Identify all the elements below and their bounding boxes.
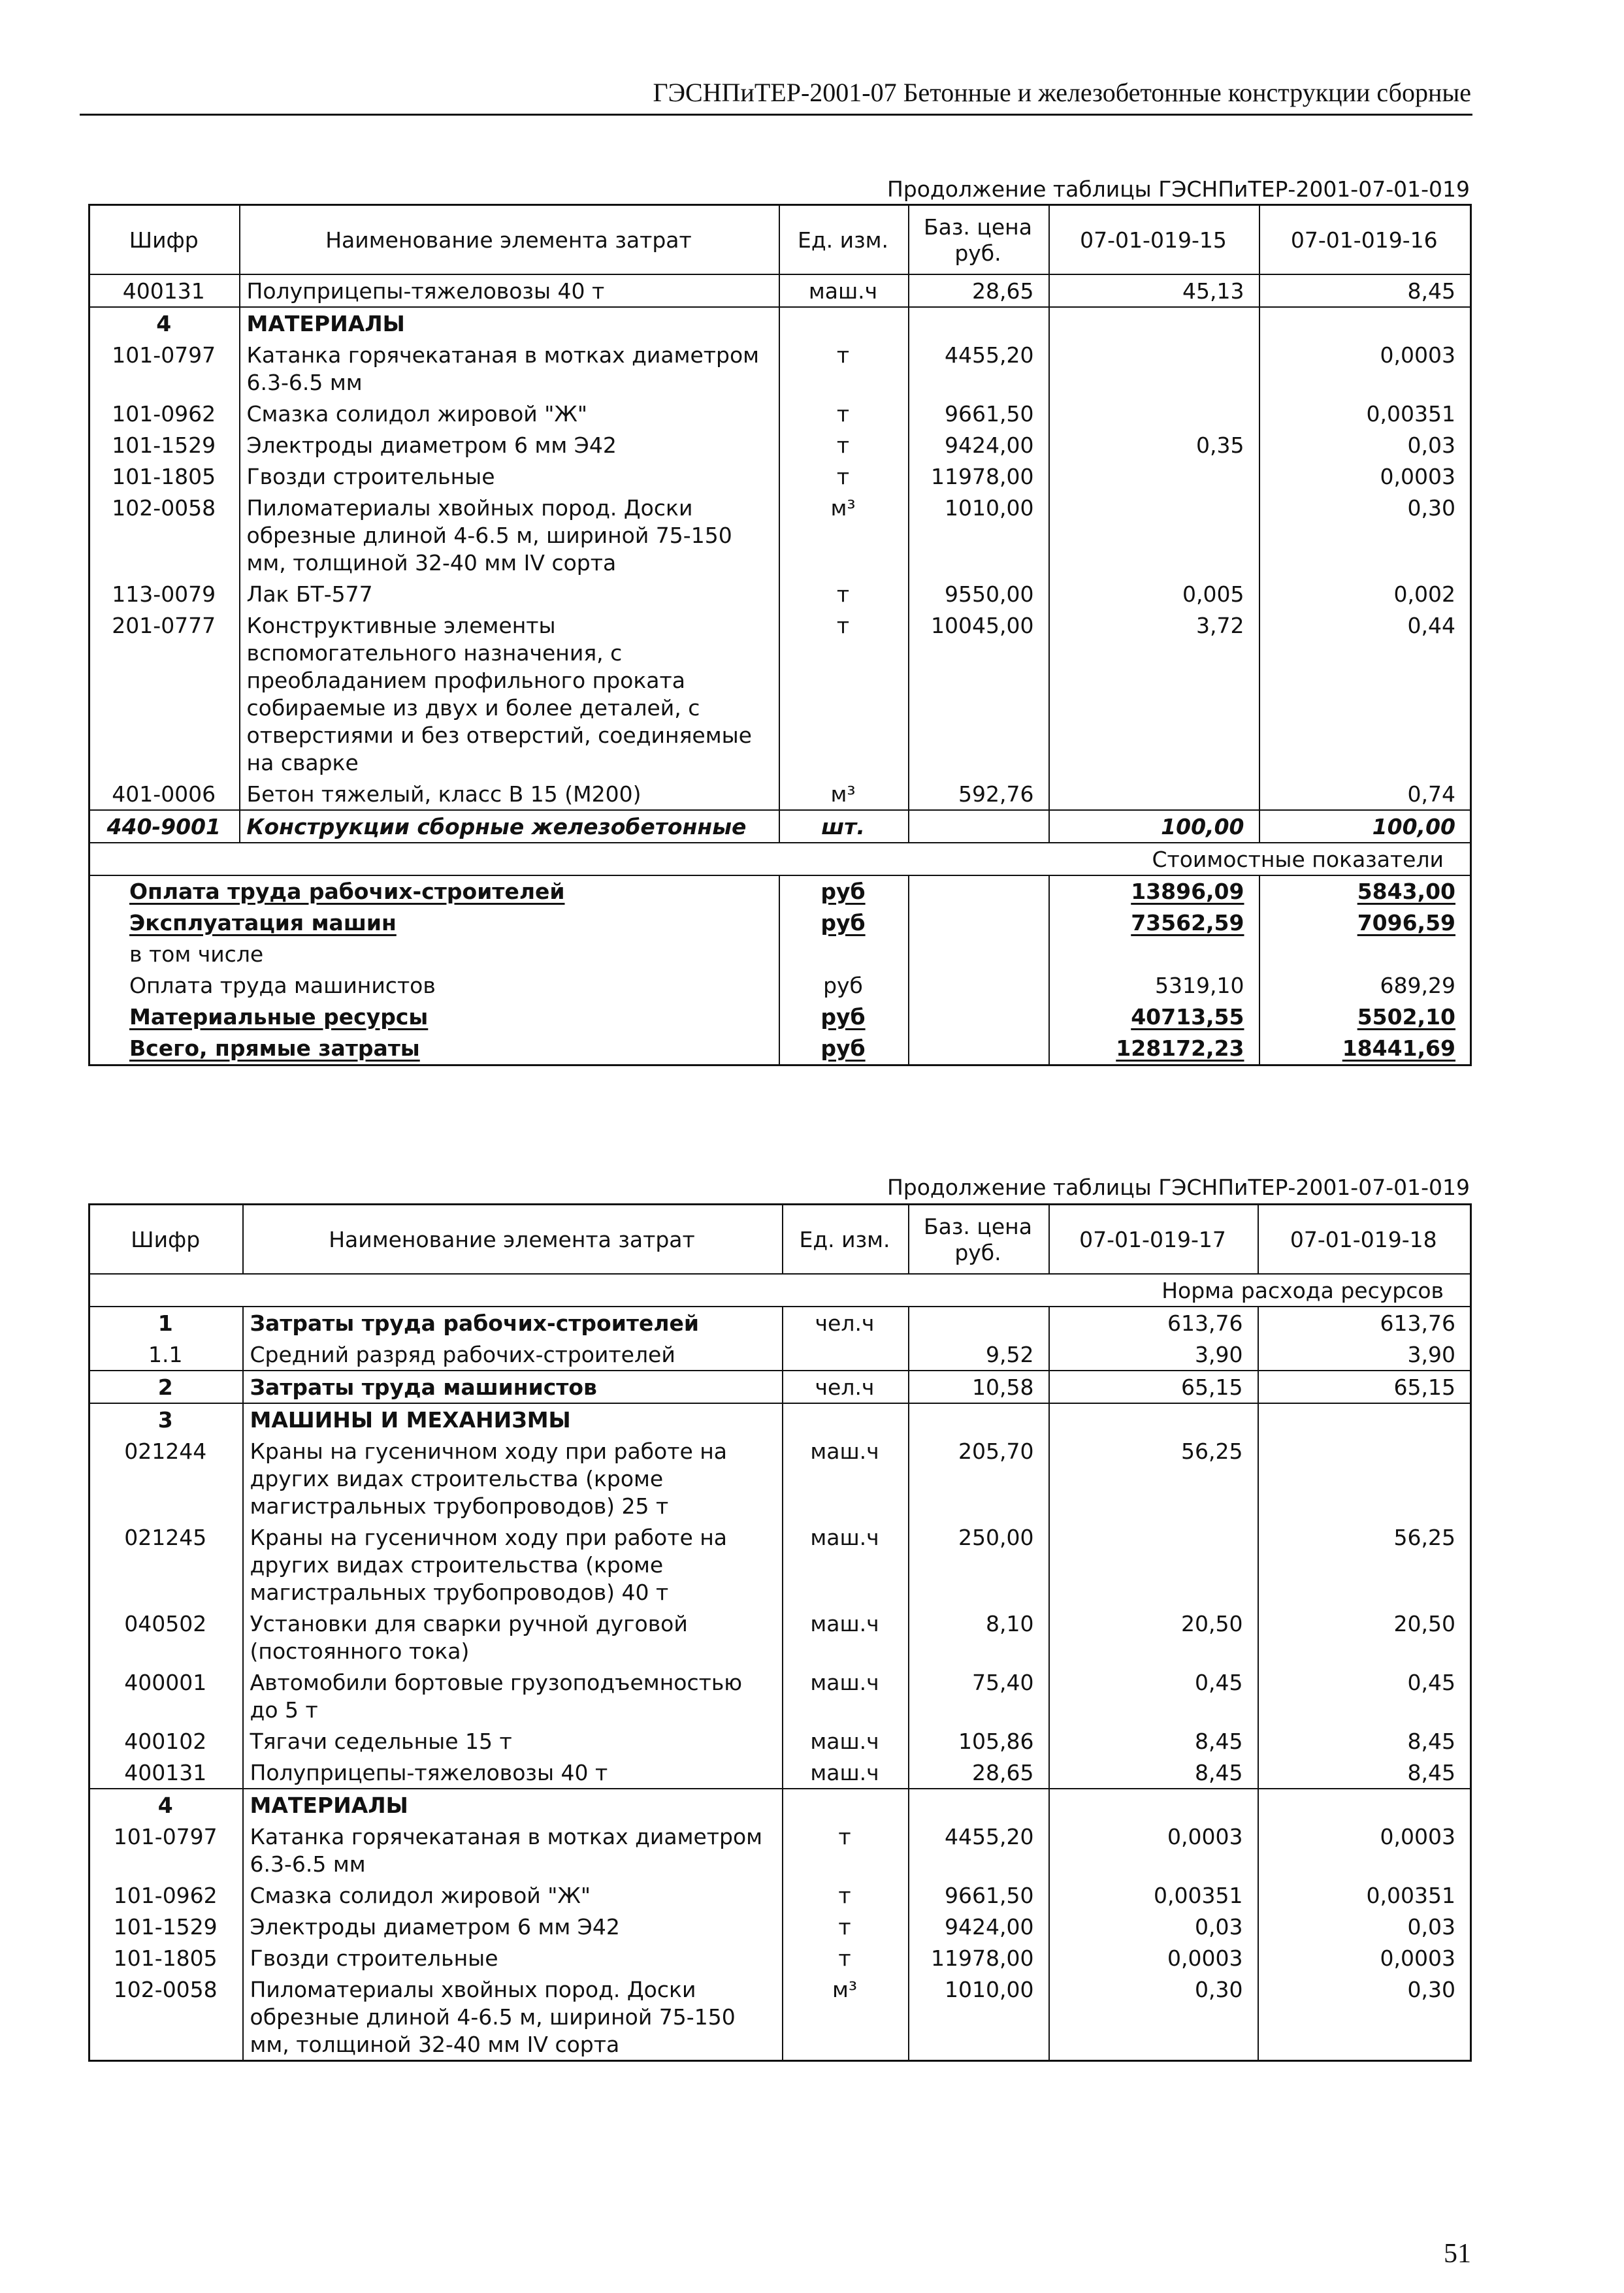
- col-header-norm-a: 07-01-019-15: [1049, 205, 1259, 274]
- row-price: 4455,20: [909, 339, 1049, 398]
- row-price: 205,70: [909, 1435, 1049, 1521]
- table-row: [89, 1789, 1471, 1821]
- row-name: Бетон тяжелый, класс В 15 (М200): [240, 778, 779, 810]
- row-norm-a: [1049, 492, 1259, 578]
- row-price: 10,58: [909, 1371, 1049, 1403]
- table-row: [89, 1435, 1471, 1521]
- row-norm-a: [1049, 1789, 1258, 1821]
- row-unit: маш.ч: [779, 274, 909, 307]
- cost-value-b: 5502,10: [1259, 1001, 1471, 1033]
- row-norm-b: 56,25: [1258, 1521, 1471, 1608]
- row-code: 2: [89, 1371, 243, 1403]
- row-norm-b: 0,0003: [1259, 339, 1471, 398]
- cost-price-empty: [909, 1033, 1049, 1065]
- row-unit: маш.ч: [783, 1725, 909, 1757]
- row-code: 1: [89, 1307, 243, 1339]
- row-norm-a: [1049, 398, 1259, 429]
- header-rule: [80, 114, 1472, 116]
- row-unit: т: [783, 1942, 909, 1974]
- table-row: [89, 1911, 1471, 1942]
- cost-value-a: 128172,23: [1049, 1033, 1259, 1065]
- row-name: МАТЕРИАЛЫ: [243, 1789, 783, 1821]
- cost-price-empty: [909, 907, 1049, 939]
- cost-label: Всего, прямые затраты: [129, 1035, 420, 1061]
- row-norm-b: 613,76: [1258, 1307, 1471, 1339]
- row-name: Тягачи седельные 15 т: [243, 1725, 783, 1757]
- row-unit: чел.ч: [783, 1371, 909, 1403]
- row-name: Средний разряд рабочих-строителей: [243, 1339, 783, 1371]
- table-row: [89, 461, 1471, 492]
- table-row: [89, 778, 1471, 810]
- row-price: 4455,20: [909, 1821, 1049, 1879]
- row-norm-a: 0,30: [1049, 1974, 1258, 2061]
- row-unit: маш.ч: [783, 1667, 909, 1725]
- row-unit: маш.ч: [783, 1521, 909, 1608]
- row-norm-b: 8,45: [1258, 1757, 1471, 1789]
- row-norm-a: 100,00: [1049, 810, 1259, 843]
- cost-row: [89, 939, 1471, 970]
- row-code: 4: [89, 307, 240, 339]
- row-unit: т: [779, 429, 909, 461]
- row-name: Смазка солидол жировой "Ж": [240, 398, 779, 429]
- cost-price-empty: [909, 1001, 1049, 1033]
- row-name: Гвозди строительные: [240, 461, 779, 492]
- cost-unit: руб: [779, 1001, 909, 1033]
- row-price: 1010,00: [909, 1974, 1049, 2061]
- row-unit: маш.ч: [783, 1608, 909, 1667]
- row-price: 28,65: [909, 1757, 1049, 1789]
- row-name: Краны на гусеничном ходу при работе на других видах строительства (кроме магистральных трубопроводов) 40 т: [243, 1521, 783, 1608]
- table-row: [89, 1521, 1471, 1608]
- row-name: Лак БТ-577: [240, 578, 779, 610]
- row-norm-b: 0,0003: [1259, 461, 1471, 492]
- row-price: 1010,00: [909, 492, 1049, 578]
- table1-body: [89, 274, 1471, 843]
- row-norm-a: [1049, 307, 1259, 339]
- row-norm-a: 8,45: [1049, 1757, 1258, 1789]
- table1-caption: Продолжение таблицы ГЭСНПиТЕР-2001-07-01-019: [886, 176, 1470, 202]
- row-price: 10045,00: [909, 610, 1049, 778]
- row-norm-b: 8,45: [1258, 1725, 1471, 1757]
- row-code: 400131: [124, 1759, 207, 1785]
- col-header-code: Шифр: [89, 205, 240, 274]
- cost-value-b: 5843,00: [1259, 875, 1471, 907]
- row-price: 592,76: [909, 778, 1049, 810]
- row-norm-a: 0,0003: [1049, 1821, 1258, 1879]
- row-norm-a: [1049, 778, 1259, 810]
- row-name: Краны на гусеничном ходу при работе на других видах строительства (кроме магистральных трубопроводов) 25 т: [243, 1435, 783, 1521]
- col-header-code: Шифр: [89, 1205, 243, 1274]
- row-code: 101-1805: [112, 463, 216, 489]
- row-unit: т: [779, 398, 909, 429]
- row-norm-b: [1258, 1403, 1471, 1435]
- table-row: [89, 339, 1471, 398]
- row-norm-a: 20,50: [1049, 1608, 1258, 1667]
- row-norm-a: [1049, 1521, 1258, 1608]
- row-norm-b: 0,0003: [1258, 1942, 1471, 1974]
- row-unit: т: [783, 1879, 909, 1911]
- row-price: [909, 1403, 1049, 1435]
- row-name: Затраты труда рабочих-строителей: [243, 1307, 783, 1339]
- table1-header-row: [89, 205, 1471, 274]
- table-row: [89, 578, 1471, 610]
- row-norm-a: [1049, 461, 1259, 492]
- row-norm-b: 0,44: [1259, 610, 1471, 778]
- row-norm-a: [1049, 1403, 1258, 1435]
- table-row: [89, 274, 1471, 307]
- row-price: 9424,00: [909, 1911, 1049, 1942]
- table-row: [89, 1879, 1471, 1911]
- cost-value-a: 13896,09: [1049, 875, 1259, 907]
- cost-value-b: [1259, 939, 1471, 970]
- row-norm-b: 0,00351: [1259, 398, 1471, 429]
- table2: [88, 1203, 1472, 2062]
- table1: [88, 204, 1472, 1066]
- row-code: 401-0006: [112, 781, 216, 807]
- cost-row: [89, 970, 1471, 1001]
- col-header-name: Наименование элемента затрат: [240, 205, 779, 274]
- row-unit: т: [779, 461, 909, 492]
- col-header-price: Баз. цена руб.: [909, 1205, 1049, 1274]
- cost-row: [89, 875, 1471, 907]
- table-row: [89, 398, 1471, 429]
- cost-label: Оплата труда машинистов: [129, 972, 436, 998]
- row-name: Установки для сварки ручной дуговой (постоянного тока): [243, 1608, 783, 1667]
- row-norm-a: 56,25: [1049, 1435, 1258, 1521]
- row-unit: [783, 1339, 909, 1371]
- row-code: 101-0797: [112, 342, 216, 368]
- row-name: Электроды диаметром 6 мм Э42: [243, 1911, 783, 1942]
- running-header: ГЭСНПиТЕР-2001-07 Бетонные и железобетонные конструкции сборные: [653, 78, 1471, 107]
- cost-value-a: 5319,10: [1049, 970, 1259, 1001]
- row-name: Конструктивные элементы вспомогательного назначения, с преобладанием профильного проката собираемые из двух и более деталей, с отверстиями и без отверстий, соединяемые на сварке: [240, 610, 779, 778]
- cost-unit: руб: [779, 1033, 909, 1065]
- table2-header-row: [89, 1205, 1471, 1274]
- row-norm-a: 0,35: [1049, 429, 1259, 461]
- row-norm-b: 20,50: [1258, 1608, 1471, 1667]
- row-unit: чел.ч: [783, 1307, 909, 1339]
- row-norm-b: [1258, 1435, 1471, 1521]
- cost-value-a: [1049, 939, 1259, 970]
- table-row: [89, 1403, 1471, 1435]
- row-code: 101-1805: [113, 1945, 218, 1971]
- row-code: 101-0962: [112, 400, 216, 427]
- table-row: [89, 1725, 1471, 1757]
- row-norm-a: 0,00351: [1049, 1879, 1258, 1911]
- row-code: 040502: [124, 1610, 207, 1636]
- row-unit: м³: [779, 492, 909, 578]
- row-norm-b: 8,45: [1259, 274, 1471, 307]
- table-row: [89, 307, 1471, 339]
- row-code: 101-1529: [113, 1913, 218, 1940]
- cost-row: [89, 1033, 1471, 1065]
- row-unit: [779, 307, 909, 339]
- table-row: [89, 1371, 1471, 1403]
- cost-price-empty: [909, 875, 1049, 907]
- cost-value-a: 40713,55: [1049, 1001, 1259, 1033]
- row-name: МАТЕРИАЛЫ: [240, 307, 779, 339]
- row-unit: [783, 1789, 909, 1821]
- table-row: [89, 1821, 1471, 1879]
- row-code: 102-0058: [112, 495, 216, 521]
- row-norm-a: 0,03: [1049, 1911, 1258, 1942]
- cost-value-b: 689,29: [1259, 970, 1471, 1001]
- table-row: [89, 1608, 1471, 1667]
- row-code: 440-9001: [89, 810, 240, 843]
- row-norm-a: 45,13: [1049, 274, 1259, 307]
- cost-label: в том числе: [129, 941, 264, 967]
- cost-value-b: 18441,69: [1259, 1033, 1471, 1065]
- row-norm-a: 0,0003: [1049, 1942, 1258, 1974]
- row-unit: т: [779, 578, 909, 610]
- row-code: 1.1: [148, 1341, 183, 1367]
- table-row: [89, 810, 1471, 843]
- row-norm-b: [1259, 307, 1471, 339]
- row-norm-b: 0,30: [1258, 1974, 1471, 2061]
- row-norm-a: 613,76: [1049, 1307, 1258, 1339]
- row-norm-a: 3,90: [1049, 1339, 1258, 1371]
- row-name: Полуприцепы-тяжеловозы 40 т: [243, 1757, 783, 1789]
- row-price: 9424,00: [909, 429, 1049, 461]
- table-row: [89, 1757, 1471, 1789]
- row-code: 201-0777: [112, 612, 216, 638]
- row-price: [909, 1307, 1049, 1339]
- row-name: Гвозди строительные: [243, 1942, 783, 1974]
- row-price: [909, 810, 1049, 843]
- row-unit: т: [779, 610, 909, 778]
- row-price: 11978,00: [909, 461, 1049, 492]
- row-norm-b: 100,00: [1259, 810, 1471, 843]
- cost-heading: Стоимостные показатели: [89, 843, 1471, 875]
- row-price: 11978,00: [909, 1942, 1049, 1974]
- row-code: 4: [89, 1789, 243, 1821]
- cost-unit: руб: [779, 875, 909, 907]
- row-norm-b: 0,0003: [1258, 1821, 1471, 1879]
- row-unit: маш.ч: [783, 1757, 909, 1789]
- cost-row: [89, 907, 1471, 939]
- row-unit: т: [779, 339, 909, 398]
- row-norm-a: 0,005: [1049, 578, 1259, 610]
- row-norm-b: 0,30: [1259, 492, 1471, 578]
- cost-label: Эксплуатация машин: [129, 909, 397, 935]
- row-norm-b: 3,90: [1258, 1339, 1471, 1371]
- row-price: 250,00: [909, 1521, 1049, 1608]
- page-number: 51: [1444, 2239, 1471, 2269]
- row-name: Автомобили бортовые грузоподъемностью до 5 т: [243, 1667, 783, 1725]
- cost-label: Материальные ресурсы: [129, 1003, 429, 1030]
- row-price: 75,40: [909, 1667, 1049, 1725]
- cost-unit: [779, 939, 909, 970]
- row-norm-a: 8,45: [1049, 1725, 1258, 1757]
- table-row: [89, 610, 1471, 778]
- row-code: 021244: [124, 1438, 207, 1464]
- cost-unit: руб: [779, 970, 909, 1001]
- row-price: 28,65: [909, 274, 1049, 307]
- row-unit: м³: [783, 1974, 909, 2061]
- cost-row: [89, 1001, 1471, 1033]
- table-row: [89, 429, 1471, 461]
- row-code: 400102: [124, 1728, 207, 1754]
- row-name: Электроды диаметром 6 мм Э42: [240, 429, 779, 461]
- row-name: Смазка солидол жировой "Ж": [243, 1879, 783, 1911]
- col-header-unit: Ед. изм.: [779, 205, 909, 274]
- row-unit: маш.ч: [783, 1435, 909, 1521]
- row-unit: м³: [779, 778, 909, 810]
- cost-label: Оплата труда рабочих-строителей: [129, 878, 565, 904]
- col-header-name: Наименование элемента затрат: [243, 1205, 783, 1274]
- row-norm-a: 3,72: [1049, 610, 1259, 778]
- row-unit: т: [783, 1911, 909, 1942]
- table-row: [89, 1942, 1471, 1974]
- table-row: [89, 492, 1471, 578]
- row-code: 101-1529: [112, 432, 216, 458]
- row-code: 101-0797: [113, 1823, 218, 1849]
- row-norm-b: 0,03: [1258, 1911, 1471, 1942]
- table2-body: [89, 1307, 1471, 2061]
- cost-unit: руб: [779, 907, 909, 939]
- row-norm-b: 0,00351: [1258, 1879, 1471, 1911]
- cost-price-empty: [909, 939, 1049, 970]
- row-code: 3: [89, 1403, 243, 1435]
- col-header-norm-b: 07-01-019-18: [1258, 1205, 1471, 1274]
- col-header-price: Баз. цена руб.: [909, 205, 1049, 274]
- row-price: 9661,50: [909, 1879, 1049, 1911]
- row-norm-b: [1258, 1789, 1471, 1821]
- row-code: 400001: [124, 1669, 207, 1695]
- row-price: 105,86: [909, 1725, 1049, 1757]
- row-code: 101-0962: [113, 1882, 218, 1908]
- row-norm-a: [1049, 339, 1259, 398]
- row-name: Конструкции сборные железобетонные: [240, 810, 779, 843]
- cost-price-empty: [909, 970, 1049, 1001]
- row-code: 021245: [124, 1524, 207, 1550]
- col-header-norm-a: 07-01-019-17: [1049, 1205, 1258, 1274]
- table1-cost-section: [89, 843, 1471, 875]
- table-row: [89, 1974, 1471, 2061]
- row-norm-b: 0,45: [1258, 1667, 1471, 1725]
- row-code: 113-0079: [112, 581, 216, 607]
- row-price: 8,10: [909, 1608, 1049, 1667]
- row-norm-b: 0,002: [1259, 578, 1471, 610]
- row-price: [909, 307, 1049, 339]
- col-header-norm-b: 07-01-019-16: [1259, 205, 1471, 274]
- row-name: Полуприцепы-тяжеловозы 40 т: [240, 274, 779, 307]
- row-norm-a: 0,45: [1049, 1667, 1258, 1725]
- table-row: [89, 1307, 1471, 1339]
- norm-heading: Норма расхода ресурсов: [89, 1274, 1471, 1307]
- row-norm-b: 65,15: [1258, 1371, 1471, 1403]
- table2-caption: Продолжение таблицы ГЭСНПиТЕР-2001-07-01-019: [886, 1175, 1470, 1200]
- cost-value-a: 73562,59: [1049, 907, 1259, 939]
- row-norm-a: 65,15: [1049, 1371, 1258, 1403]
- row-norm-b: 0,74: [1259, 778, 1471, 810]
- row-name: Затраты труда машинистов: [243, 1371, 783, 1403]
- row-name: Катанка горячекатаная в мотках диаметром 6.3-6.5 мм: [243, 1821, 783, 1879]
- cost-value-b: 7096,59: [1259, 907, 1471, 939]
- row-name: Пиломатериалы хвойных пород. Доски обрезные длиной 4-6.5 м, шириной 75-150 мм, толщиной 32-40 мм IV сорта: [240, 492, 779, 578]
- table-row: [89, 1339, 1471, 1371]
- row-code: 400131: [122, 278, 205, 304]
- row-name: Пиломатериалы хвойных пород. Доски обрезные длиной 4-6.5 м, шириной 75-150 мм, толщиной 32-40 мм IV сорта: [243, 1974, 783, 2061]
- col-header-unit: Ед. изм.: [783, 1205, 909, 1274]
- row-code: 102-0058: [113, 1976, 218, 2002]
- row-unit: шт.: [779, 810, 909, 843]
- row-name: Катанка горячекатаная в мотках диаметром 6.3-6.5 мм: [240, 339, 779, 398]
- row-unit: т: [783, 1821, 909, 1879]
- row-name: МАШИНЫ И МЕХАНИЗМЫ: [243, 1403, 783, 1435]
- table-row: [89, 1667, 1471, 1725]
- row-unit: [783, 1403, 909, 1435]
- row-price: 9661,50: [909, 398, 1049, 429]
- row-price: [909, 1789, 1049, 1821]
- row-price: 9550,00: [909, 578, 1049, 610]
- table1-cost-body: [89, 875, 1471, 1065]
- row-price: 9,52: [909, 1339, 1049, 1371]
- row-norm-b: 0,03: [1259, 429, 1471, 461]
